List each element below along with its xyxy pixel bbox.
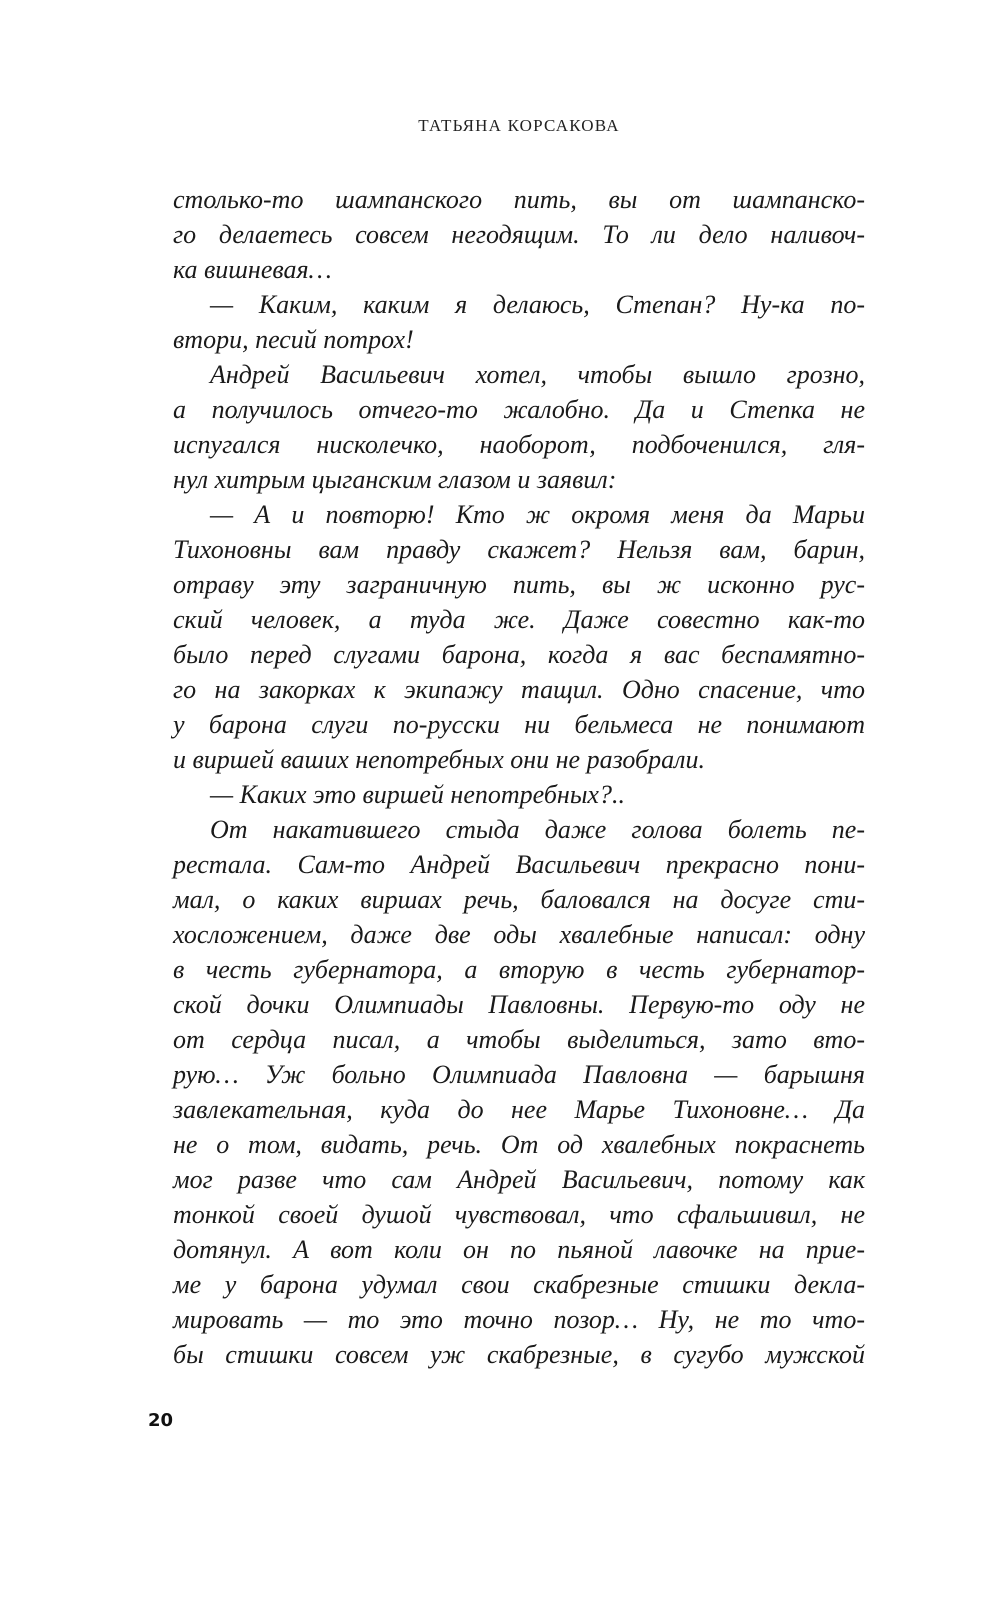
- text-line: нул хитрым цыганским глазом и заявил:: [173, 465, 617, 494]
- body-text: [173, 182, 865, 1372]
- text-line: мировать — то это точно позор… Ну, не то что-: [173, 1305, 865, 1334]
- text-line: в честь губернатора, а вторую в честь губернатор-: [173, 955, 865, 984]
- text-line: ской дочки Олимпиады Павловны. Первую-то оду не: [173, 990, 865, 1019]
- text-line: дотянул. А вот коли он по пьяной лавочке на прие-: [173, 1235, 865, 1264]
- text-line: От накатившего стыда даже голова болеть пе-: [210, 815, 865, 844]
- text-line: ме у барона удумал свои скабрезные стишки декла-: [173, 1270, 865, 1299]
- text-line: бы стишки совсем уж скабрезные, в сугубо мужской: [173, 1340, 865, 1369]
- text-line: отраву эту заграничную пить, вы ж исконно рус-: [173, 570, 865, 599]
- text-line: тонкой своей душой чувствовал, что сфальшивил, не: [173, 1200, 865, 1229]
- text-line: ский человек, а туда же. Даже совестно как-то: [173, 605, 865, 634]
- text-line: ка вишневая…: [173, 255, 332, 284]
- text-line: и виршей ваших непотребных они не разобрали.: [173, 745, 705, 774]
- text-line: испугался нисколечко, наоборот, подбоченился, гля-: [173, 430, 865, 459]
- text-line: рестала. Сам-то Андрей Васильевич прекрасно пони-: [173, 850, 865, 879]
- text-line: было перед слугами барона, когда я вас беспамятно-: [173, 640, 865, 669]
- text-line: от сердца писал, а чтобы выделиться, зато вто-: [173, 1025, 865, 1054]
- text-line: го делаетесь совсем негодящим. То ли дело наливоч-: [173, 220, 865, 249]
- text-line: рую… Уж больно Олимпиада Павловна — барышня: [173, 1060, 865, 1089]
- text-line: мог разве что сам Андрей Васильевич, потому как: [173, 1165, 865, 1194]
- text-line: не о том, видать, речь. От од хвалебных покраснеть: [173, 1130, 865, 1159]
- text-line: го на закорках к экипажу тащил. Одно спасение, что: [173, 675, 865, 704]
- text-line: — А и повторю! Кто ж окромя меня да Марьи: [210, 500, 865, 529]
- text-line: Андрей Васильевич хотел, чтобы вышло грозно,: [210, 360, 865, 389]
- running-header-author: ТАТЬЯНА КОРСАКОВА: [418, 116, 620, 135]
- text-line: столько-то шампанского пить, вы от шампанско-: [173, 185, 865, 214]
- text-line: хосложением, даже две оды хвалебные написал: одну: [173, 920, 865, 949]
- text-line: Тихоновны вам правду скажет? Нельзя вам, барин,: [173, 535, 865, 564]
- text-line: мал, о каких виршах речь, баловался на досуге сти-: [173, 885, 865, 914]
- text-line: а получилось отчего-то жалобно. Да и Степка не: [173, 395, 865, 424]
- text-line: — Каким, каким я делаюсь, Степан? Ну-ка по-: [210, 290, 865, 319]
- text-line: — Каких это виршей непотребных?..: [210, 780, 625, 809]
- text-line: у барона слуги по-русски ни бельмеса не понимают: [173, 710, 865, 739]
- text-line: завлекательная, куда до нее Марье Тихоновне… Да: [173, 1095, 865, 1124]
- text-line: втори, песий потрох!: [173, 325, 414, 354]
- page-number: 20: [148, 1410, 174, 1431]
